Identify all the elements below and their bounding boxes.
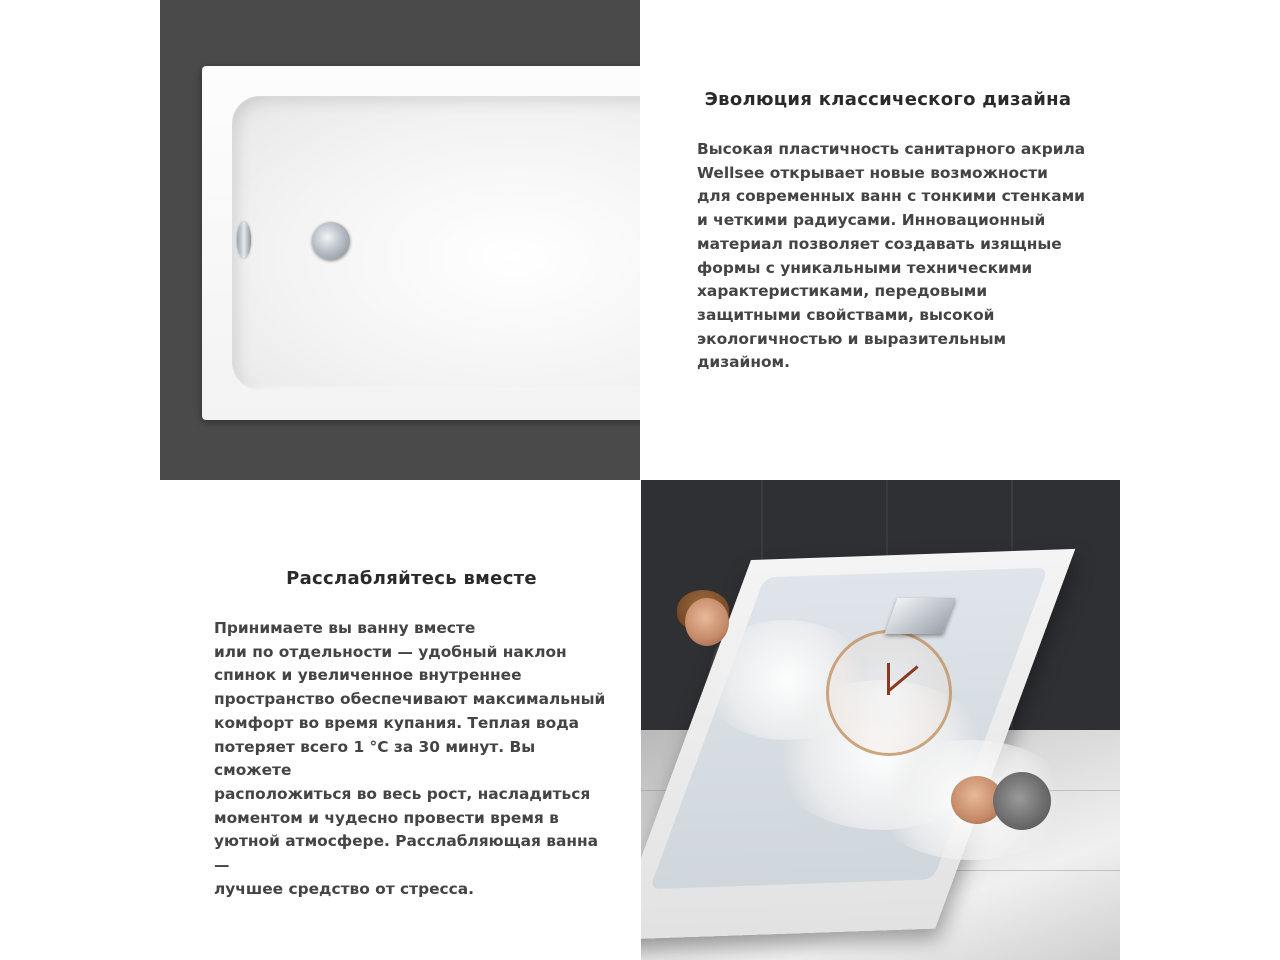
relax-section-text: Принимаете вы ванну вместе или по отдельности — удобный наклон спинок и увеличенное внутреннее пространство обеспечивают максимальный комфорт во время купания. Теплая вода потеряет всего 1 °С за 30 минут. Вы сможете расположиться во весь рост, насладиться моментом и чудесно провести время в уютной атмосфере. Расслабляющая ванна — лучшее средство от стресса. <box>214 619 606 898</box>
overflow-fitting <box>237 222 251 258</box>
woman-face <box>685 598 729 646</box>
design-section-text: Высокая пластичность санитарного акрила Wellsee открывает новые возможности для современных ванн с тонкими стенками и четкими радиусами. Инновационный материал позволяет создавать изящные формы с уникальными техническими характеристиками, передовыми защитными свойствами, высокой экологичностью и выразительным дизайном. <box>697 140 1086 372</box>
man-hair <box>993 772 1051 830</box>
bathtub-basin <box>232 96 640 390</box>
bathtub-rim <box>202 66 640 420</box>
drain-plug <box>312 222 350 260</box>
clock-illustration <box>826 630 952 756</box>
bathtub-top-view-image <box>160 0 640 480</box>
design-section-title: Эволюция классического дизайна <box>704 89 1072 110</box>
couple-bath-scene-image <box>641 480 1120 960</box>
clock-minute-hand <box>888 665 919 692</box>
relax-section-title: Расслабляйтесь вместе <box>286 568 537 589</box>
